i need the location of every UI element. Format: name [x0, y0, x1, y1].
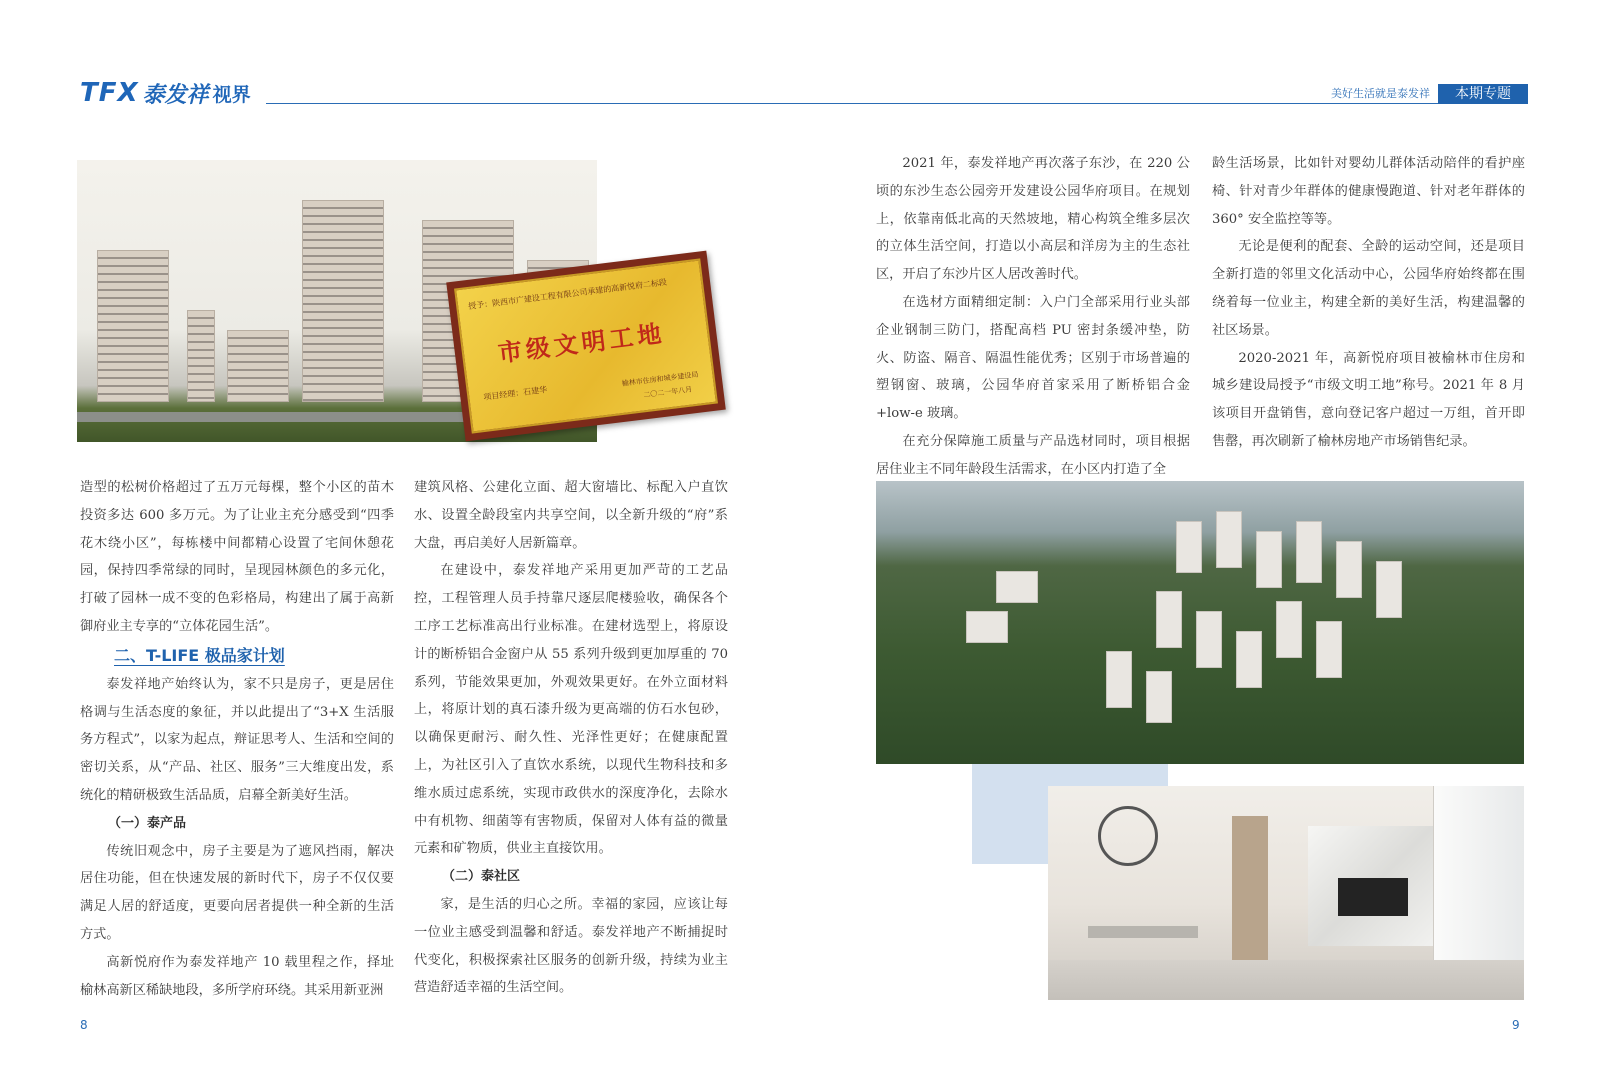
page-number-left: 8 — [80, 1018, 88, 1032]
header-rule — [266, 103, 1528, 104]
header-slogan: 美好生活就是泰发祥 — [1331, 87, 1430, 100]
magazine-logo — [80, 80, 251, 106]
award-plaque — [446, 251, 726, 442]
interior-photo — [1048, 786, 1524, 1000]
logo-mark: TFX — [80, 78, 139, 108]
subsection-heading: （一）泰产品 — [108, 815, 187, 831]
aerial-photo — [876, 481, 1524, 764]
logo-brand: 泰发祥 — [142, 82, 209, 108]
paragraph: 2020-2021 年，高新悦府项目被榆林市住房和城乡建设局授予“市级文明工地”称号。2021 年 8 月该项目开盘销售，意向登记客户超过一万组，首开即售罄，再次刷新了榆林房地产市场销售纪录。 — [1212, 350, 1525, 449]
text-column-4 — [1212, 150, 1525, 456]
text-column-3 — [876, 150, 1190, 484]
logo-suffix: 视界 — [212, 83, 251, 106]
paragraph: 泰发祥地产始终认为，家不只是房子，更是居住格调与生活态度的象征，并以此提出了“3+X 生活服务方程式”，以家为起点，辩证思考人、生活和空间的密切关系，从“产品、社区、服务”三大维度出发，系统化的精研极致生活品质，启幕全新美好生活。 — [80, 676, 394, 803]
paragraph: 传统旧观念中，房子主要是为了遮风挡雨，解决居住功能，但在快速发展的新时代下，房子不仅仅要满足人居的舒适度，更要向居者提供一种全新的生活方式。 — [80, 843, 394, 942]
paragraph: 家，是生活的归心之所。幸福的家园，应该让每一位业主感受到温馨和舒适。泰发祥地产不断捕捉时代变化，积极探索社区服务的创新升级，持续为业主营造舒适幸福的生活空间。 — [414, 896, 728, 996]
plaque-project-manager: 项目经理：石建华 — [482, 385, 548, 402]
subsection-heading: （二）泰社区 — [442, 869, 521, 885]
paragraph: 在建设中，泰发祥地产采用更加严苛的工艺品控，工程管理人员手持靠尺逐层爬楼验收，确保各个工序工艺标准高出行业标准。在建材选型上，将原设计的断桥铝合金窗户从 55 系列升级到更加厚重的 70 系列，节能效果更加，外观效果更好。在外立面材料上，将原计划的真石漆升级为更高端的仿石水包砂，以确保更耐污、耐久性、光泽性更好；在健康配置上，为社区引入了直饮水系统，以现代生物科技和多维水质过虑系统，实现市政供水的深度净化，去除水中有机物、细菌等有害物质，保留对人体有益的微量元素和矿物质，供业主直接饮用。 — [414, 563, 728, 857]
section-badge: 本期专题 — [1438, 84, 1528, 104]
plaque-title: 市级文明工地 — [496, 318, 667, 368]
paragraph: 在充分保障施工质量与产品选材同时，项目根据居住业主不同年龄段生活需求，在小区内打造了全 — [876, 433, 1190, 477]
page-number-right: 9 — [1512, 1018, 1520, 1032]
paragraph: 建筑风格、公建化立面、超大窗墙比、标配入户直饮水、设置全龄段室内共享空间，以全新升级的“府”系大盘，再启美好人居新篇章。 — [414, 480, 728, 551]
text-column-2 — [414, 474, 728, 1002]
text-column-1 — [80, 474, 394, 1004]
paragraph: 在选材方面精细定制：入户门全部采用行业头部企业钢制三防门，搭配高档 PU 密封条缓冲垫，防火、防盗、隔音、隔温性能优秀；区别于市场普遍的塑钢窗、玻璃，公园华府首家采用了断桥铝合金 +low-e 玻璃。 — [876, 294, 1190, 422]
paragraph: 高新悦府作为泰发祥地产 10 载里程之作，择址榆林高新区稀缺地段，多所学府环绕。其采用新亚洲 — [80, 954, 394, 998]
paragraph: 造型的松树价格超过了五万元每棵，整个小区的苗木投资多达 600 多万元。为了让业主充分感受到“四季花木绕小区”，每栋楼中间都精心设置了宅间休憩花园，保持四季常绿的同时，呈现园林颜色的多元化，打破了园林一成不变的色彩格局，构建出了属于高新御府业主专享的“立体花园生活”。 — [80, 480, 394, 634]
plaque-grantee: 授予：陕西市广建设工程有限公司承建的高新悦府二标段 — [467, 277, 668, 312]
paragraph: 2021 年，泰发祥地产再次落子东沙，在 220 公顷的东沙生态公园旁开发建设公园华府项目。在规划上，依靠南低北高的天然坡地，精心构筑全维多层次的立体生活空间，打造以小高层和洋房为主的生态社区，开启了东沙片区人居改善时代。 — [876, 156, 1190, 283]
paragraph: 无论是便利的配套、全龄的运动空间，还是项目全新打造的邻里文化活动中心，公园华府始终都在围绕着每一位业主，构建全新的美好生活，构建温馨的社区场景。 — [1212, 239, 1525, 338]
paragraph: 龄生活场景，比如针对婴幼儿群体活动陪伴的看护座椅、针对青少年群体的健康慢跑道、针对老年群体的 360° 安全监控等等。 — [1212, 156, 1525, 227]
plaque-date: 二〇二一年八月 — [642, 385, 693, 400]
section-heading: 二、T-LIFE 极品家计划 — [114, 645, 285, 665]
plaque-issuer: 榆林市住房和城乡建设局 — [621, 370, 699, 388]
